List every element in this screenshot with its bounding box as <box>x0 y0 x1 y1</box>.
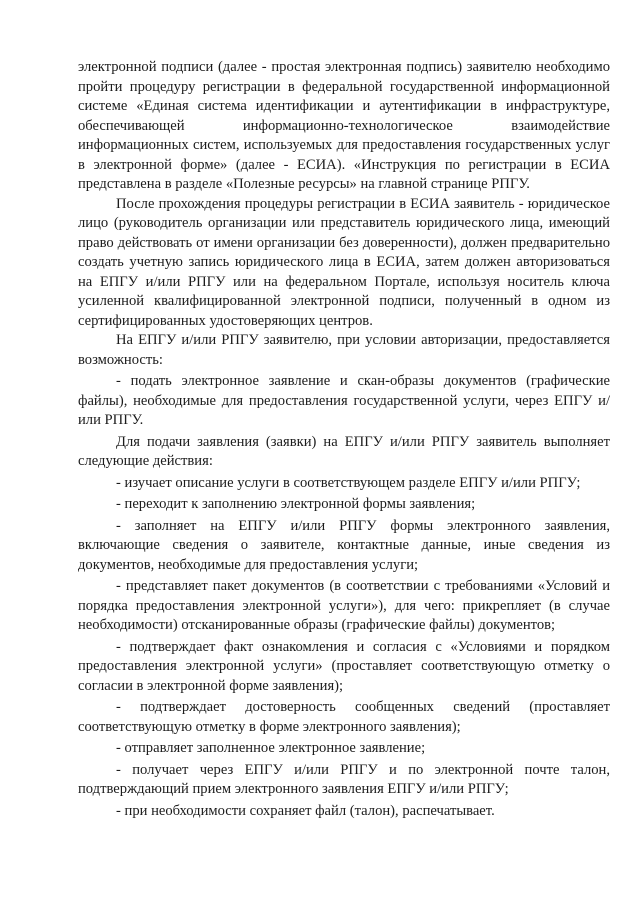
list-item-send-application: - отправляет заполненное электронное заявление; <box>116 740 426 756</box>
list-item-study-description: - изучает описание услуги в соответствующем разделе ЕПГУ и/или РПГУ; <box>116 474 581 491</box>
list-item-confirm-validity: - подтверждает достоверность сообщенных сведений (проставляет соответствующую отметку в форме электронного заявления); <box>78 699 610 735</box>
paragraph-legal-entity-authorization: После прохождения процедуры регистрации в ЕСИА заявитель - юридическое лицо (руководитель организации или представитель юридического лица, имеющий право действовать от имени организации без доверенности), должен предварительно создать учетную запись юридического лица в ЕСИА, затем должен авторизоваться на ЕПГУ и/или РПГУ или на федеральном Портале, используя носитель ключа усиленной квалифицированной электронной подписи, полученный в одном из сертифицированных удостоверяющих центров. <box>78 195 610 329</box>
paragraph-esia-registration: электронной подписи (далее - простая электронная подпись) заявителю необходимо пройти процедуру регистрации в федеральной государственной информационной системе «Единая система идентификации и аутентификации в инфраструктуре, обеспечивающей информационно-технологическое взаимодействие информационных систем, используемых для предоставления государственных услуг в электронной форме» (далее - ЕСИА). «Инструкция по регистрации в ЕСИА представлена в разделе «Полезные ресурсы» на главной странице РПГУ. <box>78 59 610 192</box>
list-item-present-documents: - представляет пакет документов (в соответствии с требованиями «Условий и порядка предоставления электронной услуги»), для чего: прикрепляет (в случае необходимости) отсканированные образы (графические файлы) документов; <box>78 578 610 633</box>
paragraph-portal-possibilities: На ЕПГУ и/или РПГУ заявителю, при условии авторизации, предоставляется возможность: <box>78 332 610 368</box>
list-item-save-print: - при необходимости сохраняет файл (талон), распечатывает. <box>116 802 495 819</box>
list-item-receive-ticket: - получает через ЕПГУ и/или РПГУ и по электронной почте талон, подтверждающий прием электронного заявления ЕПГУ и/или РПГУ; <box>78 761 610 797</box>
list-item-fill-form: - заполняет на ЕПГУ и/или РПГУ формы электронного заявления, включающие сведения о заявителе, контактные данные, иные сведения из документов, необходимые для предоставления услуги; <box>78 517 610 573</box>
paragraph-submission-steps: Для подачи заявления (заявки) на ЕПГУ и/или РПГУ заявитель выполняет следующие действия: <box>78 433 610 469</box>
document-page <box>78 58 610 821</box>
list-item-submit-application: - подать электронное заявление и скан-образы документов (графические файлы), необходимые для предоставления государственной услуги, через ЕПГУ и/или РПГУ. <box>78 373 610 428</box>
list-item-go-to-form: - переходит к заполнению электронной формы заявления; <box>116 496 476 512</box>
list-item-confirm-conditions: - подтверждает факт ознакомления и согласия с «Условиями и порядком предоставления электронной услуги» (проставляет соответствующую отметку о согласии в электронной форме заявления); <box>78 638 610 694</box>
